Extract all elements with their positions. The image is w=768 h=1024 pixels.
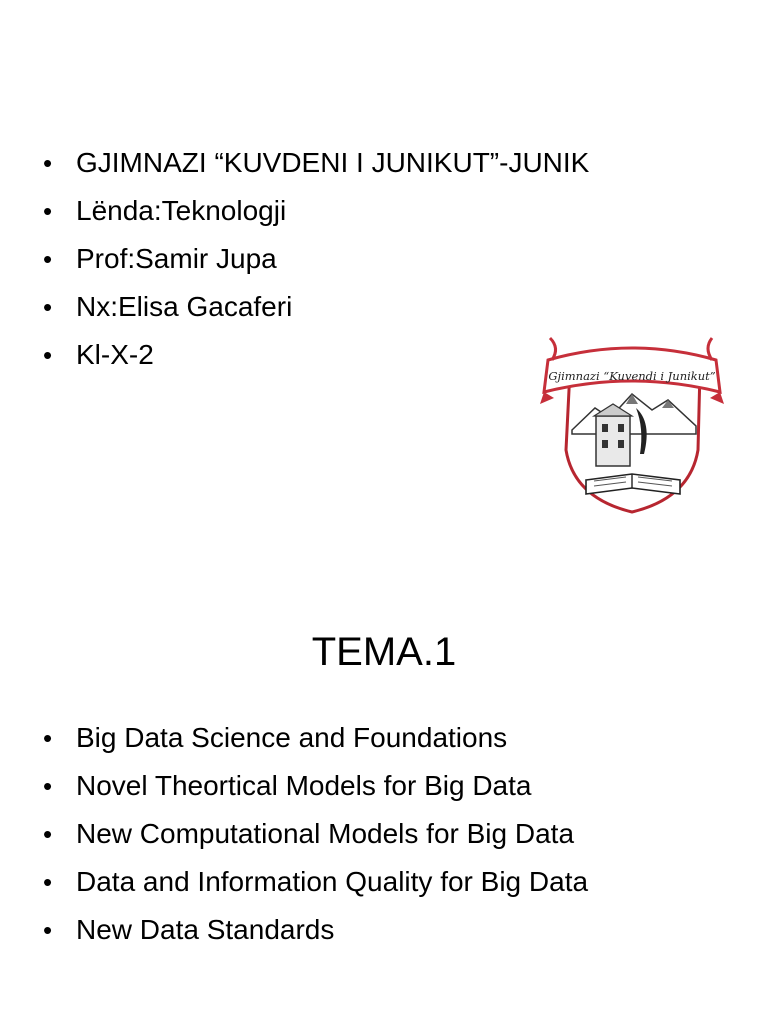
bullet-text: Lënda:Teknologji — [76, 195, 287, 226]
bullet-text: Nx:Elisa Gacaferi — [76, 291, 293, 322]
slide-title: TEMA.1 — [311, 630, 457, 674]
bullet-icon: • — [43, 196, 53, 226]
bullet-text: New Data Standards — [76, 914, 335, 945]
bullet-text: New Computational Models for Big Data — [76, 818, 575, 849]
bullet-item — [43, 762, 588, 810]
bullet-text: GJIMNAZI “KUVDENI I JUNIKUT”-JUNIK — [76, 147, 590, 178]
bullet-icon: • — [43, 292, 53, 322]
bullet-icon: • — [43, 244, 53, 274]
bullet-item — [43, 810, 588, 858]
bullet-icon: • — [43, 915, 53, 945]
school-crest-logo — [540, 330, 724, 516]
bullet-text: Kl-X-2 — [76, 339, 154, 370]
bullet-text: Data and Information Quality for Big Data — [76, 866, 589, 897]
bullet-item — [43, 714, 588, 762]
slide-2 — [0, 560, 768, 1024]
bullet-item — [43, 139, 589, 187]
bullet-text: Prof:Samir Jupa — [76, 243, 277, 274]
bullet-icon: • — [43, 867, 53, 897]
bullet-item — [43, 283, 589, 331]
bullet-text: Novel Theortical Models for Big Data — [76, 770, 532, 801]
banner-text: Gjimnazi “Kuvendi i Junikut” — [548, 369, 716, 383]
bullet-icon: • — [43, 771, 53, 801]
bullet-item — [43, 858, 588, 906]
bullet-text: Big Data Science and Foundations — [76, 722, 508, 753]
bullet-icon: • — [43, 723, 53, 753]
bullet-item — [43, 331, 589, 379]
bullet-icon: • — [43, 819, 53, 849]
bullet-icon: • — [43, 340, 53, 370]
bullet-item — [43, 187, 589, 235]
bullet-item — [43, 235, 589, 283]
bullet-list — [43, 139, 589, 379]
tower-icon — [596, 416, 630, 466]
bullet-icon: • — [43, 148, 53, 178]
bullet-list — [43, 714, 588, 954]
bullet-item — [43, 906, 588, 954]
